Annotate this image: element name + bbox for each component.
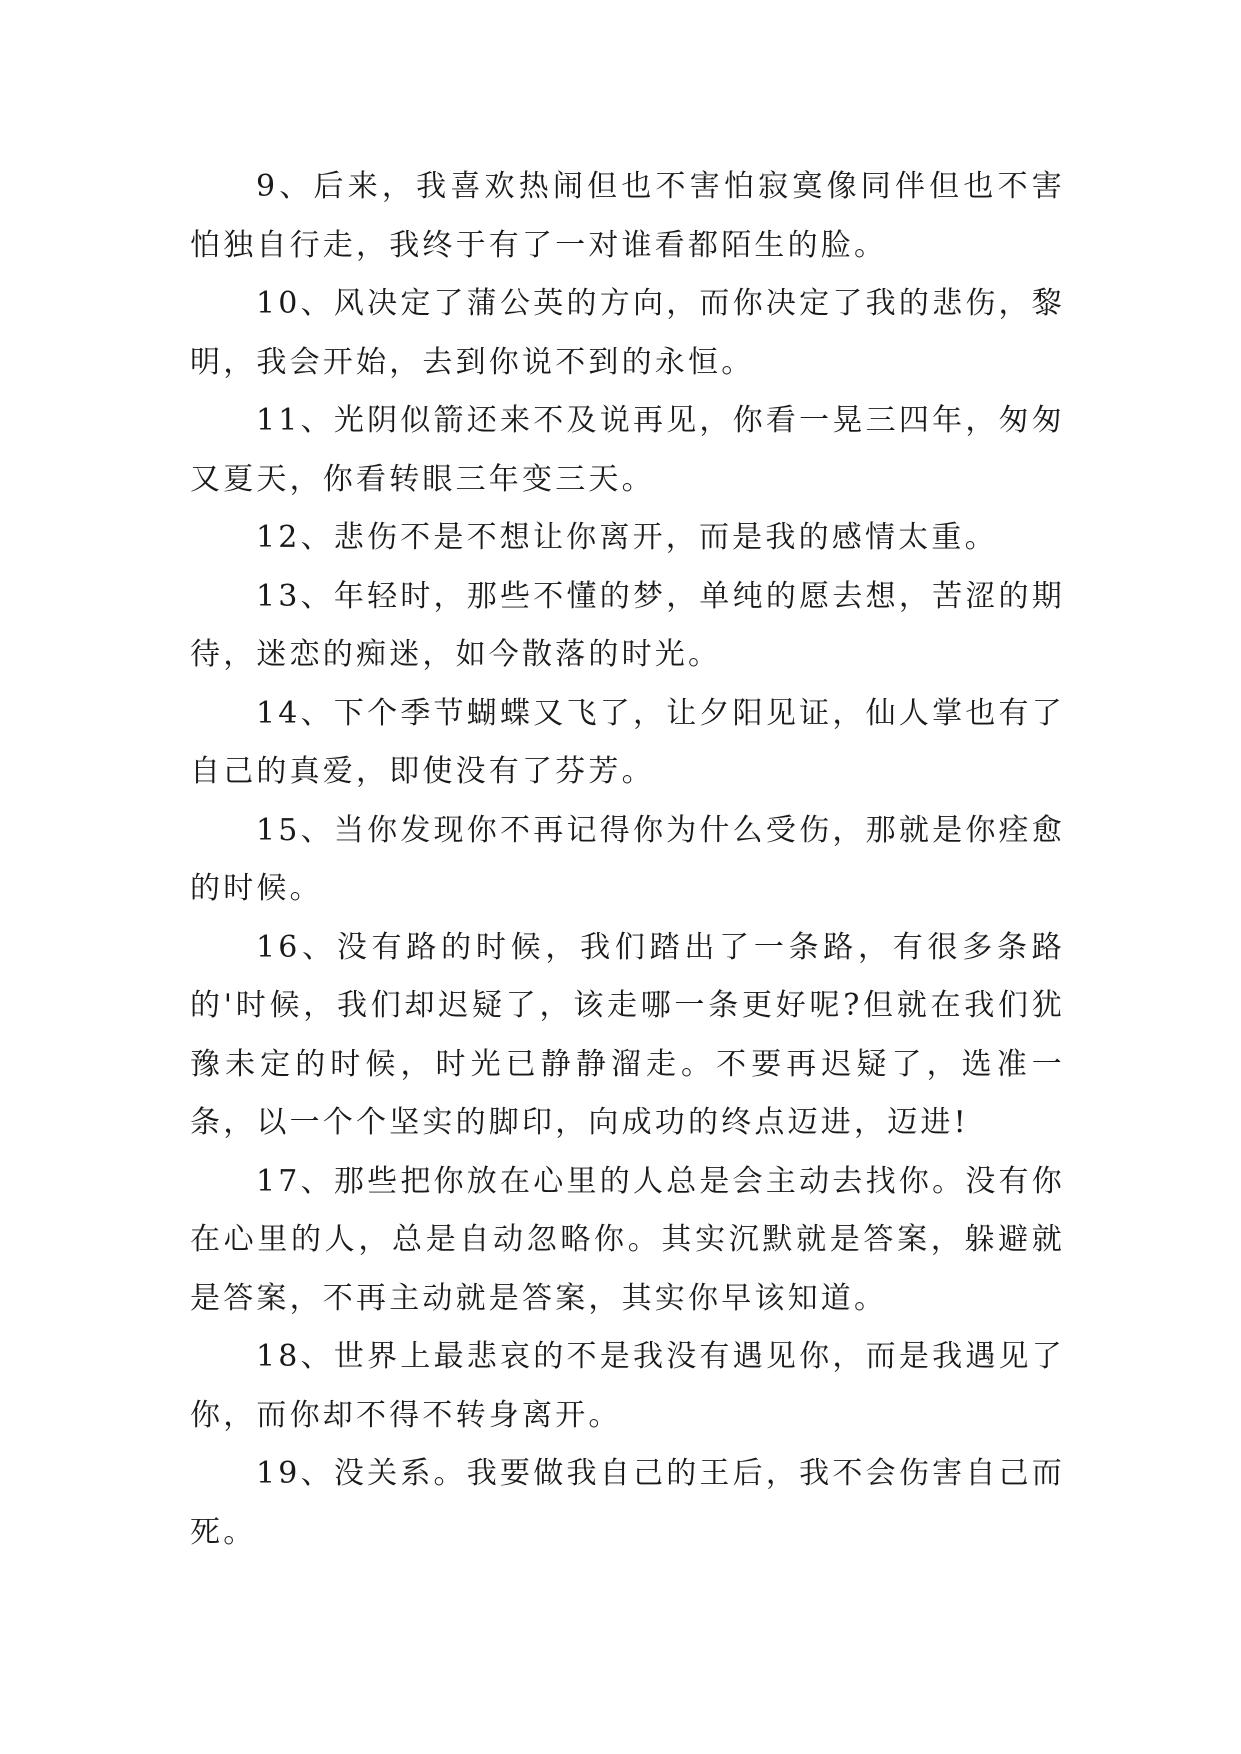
paragraph-18: 18、世界上最悲哀的不是我没有遇见你，而是我遇见了你，而你却不得不转身离开。 xyxy=(190,1339,1065,1433)
document-body xyxy=(190,158,1065,1562)
paragraph-12: 12、悲伤不是不想让你离开，而是我的感情太重。 xyxy=(256,520,998,555)
paragraph-19: 19、没关系。我要做我自己的王后，我不会伤害自己而死。 xyxy=(190,1456,1065,1550)
paragraph-17: 17、那些把你放在心里的人总是会主动去找你。没有你在心里的人，总是自动忽略你。其实沉默就是答案，躲避就是答案，不再主动就是答案，其实你早该知道。 xyxy=(190,1163,1065,1316)
paragraph-10: 10、风决定了蒲公英的方向，而你决定了我的悲伤，黎明，我会开始，去到你说不到的永恒。 xyxy=(190,286,1065,380)
paragraph-15: 15、当你发现你不再记得你为什么受伤，那就是你痊愈的时候。 xyxy=(190,812,1065,906)
paragraph-16: 16、没有路的时候，我们踏出了一条路，有很多条路的'时候，我们却迟疑了，该走哪一条更好呢?但就在我们犹豫未定的时候，时光已静静溜走。不要再迟疑了，选准一条，以一个个坚实的脚印，向成功的终点迈进，迈进! xyxy=(190,929,1065,1140)
paragraph-9: 9、后来，我喜欢热闹但也不害怕寂寞像同伴但也不害怕独自行走，我终于有了一对谁看都陌生的脸。 xyxy=(190,169,1065,263)
paragraph-13: 13、年轻时，那些不懂的梦，单纯的愿去想，苦涩的期待，迷恋的痴迷，如今散落的时光。 xyxy=(190,578,1065,672)
paragraph-14: 14、下个季节蝴蝶又飞了，让夕阳见证，仙人掌也有了自己的真爱，即使没有了芬芳。 xyxy=(190,695,1065,789)
paragraph-11: 11、光阴似箭还来不及说再见，你看一晃三四年，匆匆又夏天，你看转眼三年变三天。 xyxy=(190,403,1065,497)
